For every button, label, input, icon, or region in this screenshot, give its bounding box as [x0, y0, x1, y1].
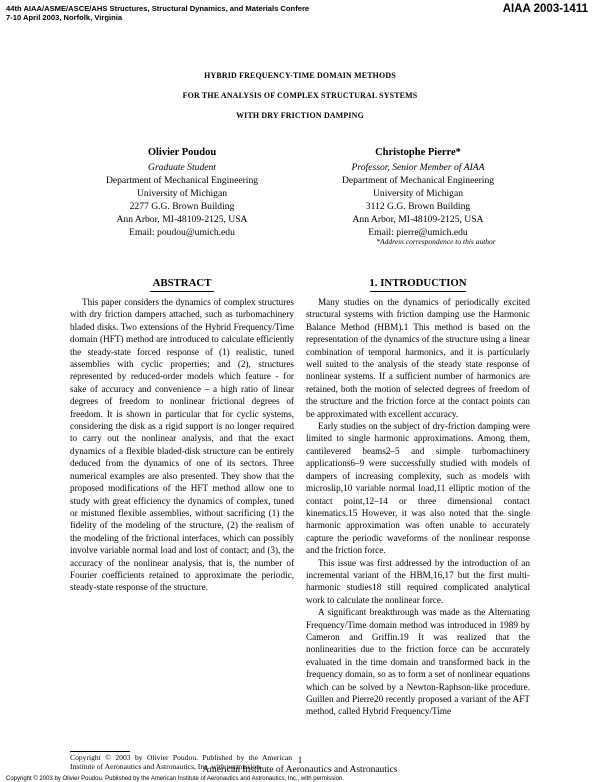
footer-institute: American Institute of Aeronautics and Astronautics	[202, 765, 398, 775]
correspondence-note: *Address correspondence to this author	[376, 237, 496, 246]
abstract-text	[70, 296, 294, 594]
author-name: Olivier Poudou	[147, 147, 217, 158]
author-univ: University of Michigan	[372, 188, 464, 199]
title-line-3: WITH DRY FRICTION DAMPING	[236, 111, 364, 120]
author-dept: Department of Mechanical Engineering	[341, 175, 495, 186]
introduction-heading: 1. INTRODUCTION	[369, 277, 467, 289]
intro-paragraph-4: A significant breakthrough was made as the Alternating Frequency/Time domain method was introduced in 1989 by Cameron and Griffin.19 It was realized that the nonlinearities due to the friction force can be accurately evaluated in the time domain and transformed back in the frequency domain, so as to form a set of nonlinear equations which can be solved by a Newton-Raphson-like procedure. Guillen and Pierre20 recently proposed a variant of the AFT method, called Hybrid Frequency/Time	[306, 607, 530, 717]
footer-copyright: Copyright © 2003 by Olivier Poudou. Published by the American Institute of Aeronautics and Astronautics, Inc., with permission.	[6, 776, 344, 782]
abstract-paragraph: This paper considers the dynamics of complex structures with dry friction dampers attached, such as turbomachinery bladed disks. Two extensions of the Hybrid Frequency/Time domain (HFT) method are introduced to calculate efficiently the steady-state forced response of (1) realistic, tuned assemblies with cyclic properties; and (2), structures represented by reduced-order models which feature - for sake of accuracy and convenience – a high ratio of linear degrees of freedom to nonlinear frictional degrees of freedom. It is shown in particular that for cyclic systems, considering the disk as a rigid support is no longer required to carry out the nonlinear analysis, and that the exact dynamics of a flexible bladed-disk structure can be entirely deduced from the dynamics of one of its sectors. Three numerical examples are also presented. They show that the proposed modifications of the HFT method allow one to study with great efficiency the dynamics of complex, tuned or mistuned flexible assemblies, without sacrificing (1) the fidelity of the modeling of the structure, (2) the realism of the modeling of the frictional interfaces, which can possibly involve variable normal load and lost of contact; and (3), the accuracy of the nonlinear analysis, that is, the number of Fourier coefficients retained to approximate the periodic, steady-state response of the structure.	[70, 297, 294, 593]
author-name: Christophe Pierre*	[375, 147, 461, 158]
author-role: Graduate Student	[148, 162, 216, 173]
author-email: Email: poudou@umich.edu	[129, 227, 235, 238]
paper-id: AIAA 2003-1411	[502, 3, 588, 15]
author-address: 2277 G.G. Brown Building	[129, 201, 235, 212]
paper-title	[0, 66, 600, 126]
introduction-text	[306, 296, 530, 718]
author-email: Email: pierre@umich.edu	[368, 227, 468, 238]
copyright-note: Copyright © 2003 by Olivier Poudou. Published by the American Institute of Aeronautics and Astronautics, Inc. with permission.	[70, 753, 292, 772]
copyright-rule	[70, 751, 130, 752]
author-dept: Department of Mechanical Engineering	[105, 175, 259, 186]
page-number: 1	[297, 755, 303, 765]
introduction-heading-rule	[370, 291, 466, 292]
title-line-1: HYBRID FREQUENCY-TIME DOMAIN METHODS	[204, 71, 396, 80]
conference-line-2: 7-10 April 2003, Norfolk, Virginia	[6, 13, 123, 22]
author-role: Professor, Senior Member of AIAA	[351, 162, 485, 173]
conference-line-1: 44th AIAA/ASME/ASCE/AHS Structures, Structural Dynamics, and Materials Confere	[6, 4, 310, 13]
conference-header	[6, 4, 309, 22]
author-block-1	[70, 146, 294, 239]
author-block-2	[306, 146, 530, 239]
abstract-heading: ABSTRACT	[152, 277, 212, 289]
title-line-2: FOR THE ANALYSIS OF COMPLEX STRUCTURAL SYSTEMS	[182, 91, 418, 100]
intro-paragraph-3: This issue was first addressed by the introduction of an incremental variant of the HBM,16,17 but the first multi-harmonic studies18 still required complicated analytical work to calculate the nonlinear force.	[306, 557, 530, 605]
author-address: 3112 G.G. Brown Building	[365, 201, 471, 212]
intro-paragraph-2: Early studies on the subject of dry-friction damping were limited to single harmonic approximations. Among them, cantilevered beams2–5 and simple turbomachinery applications6–9 were successfully studied with models of dampers of increasing complexity, such as models with microslip,10 variable normal load,11 elliptic motion of the contact point,12–14 or three dimensional contact kinematics.15 However, it was also noted that the single harmonic approximation was often unable to accurately capture the periodic waveforms of the nonlinear response and the friction force.	[306, 421, 530, 556]
abstract-heading-rule	[150, 291, 214, 292]
intro-paragraph-1: Many studies on the dynamics of periodically excited structural systems with friction damping use the Harmonic Balance Method (HBM).1 This method is based on the representation of the dynamics of the structure using a linear combination of temporal harmonics, and it is particularly well suited to the analysis of the steady state response of nonlinear systems. If a sufficient number of harmonics are retained, both the motion of selected degrees of freedom of the structure and the friction force at the contact points can be approximated with excellent accuracy.	[306, 297, 530, 419]
author-city: Ann Arbor, MI-48109-2125, USA	[352, 214, 484, 225]
author-univ: University of Michigan	[136, 188, 228, 199]
author-city: Ann Arbor, MI-48109-2125, USA	[116, 214, 248, 225]
